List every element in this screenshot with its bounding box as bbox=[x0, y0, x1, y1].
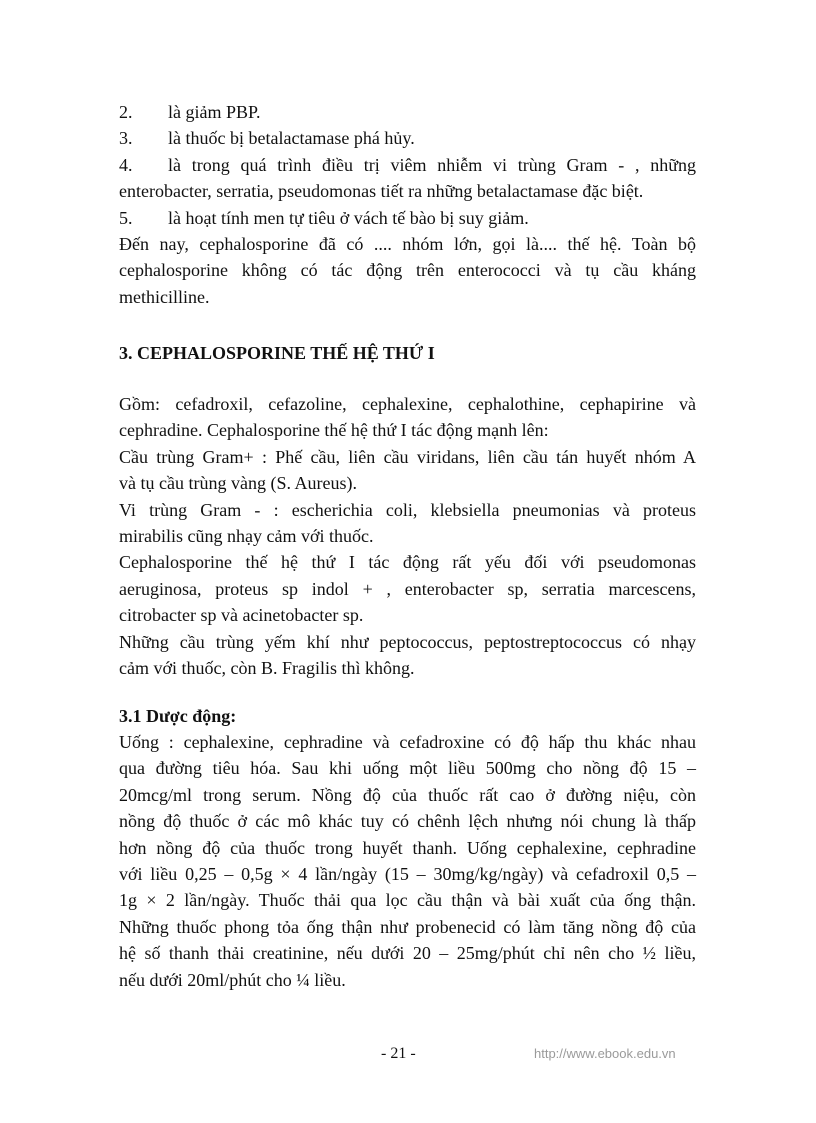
subsection-heading: 3.1 Dược động: bbox=[119, 706, 237, 726]
paragraph-line: Vi trùng Gram - : escherichia coli, klebsiella pneumonias và proteus bbox=[119, 499, 696, 520]
list-item-text: là thuốc bị betalactamase phá hủy. bbox=[168, 128, 415, 149]
paragraph-line: Đến nay, cephalosporine đã có .... nhóm lớn, gọi là.... thế hệ. Toàn bộ bbox=[119, 234, 696, 255]
list-item-continuation: enterobacter, serratia, pseudomonas tiết ra những betalactamase đặc biệt. bbox=[119, 181, 644, 202]
paragraph-line: và tụ cầu trùng vàng (S. Aureus). bbox=[119, 473, 357, 494]
list-item-number: 3. bbox=[119, 128, 133, 149]
footer-url: http://www.ebook.edu.vn bbox=[534, 1046, 676, 1061]
paragraph-line: nếu dưới 20ml/phút cho ¼ liều. bbox=[119, 969, 346, 990]
paragraph-line: Uống : cephalexine, cephradine và cefadroxine có độ hấp thu khác nhau bbox=[119, 732, 696, 752]
list-item-text: là giảm PBP. bbox=[168, 102, 261, 122]
paragraph-line: mirabilis cũng nhạy cảm với thuốc. bbox=[119, 526, 374, 547]
paragraph-line: Gồm: cefadroxil, cefazoline, cephalexine, cephalothine, cephapirine và bbox=[119, 394, 696, 414]
paragraph-line: cảm với thuốc, còn B. Fragilis thì không. bbox=[119, 658, 415, 679]
paragraph-line: qua đường tiêu hóa. Sau khi uống một liều 500mg cho nồng độ 15 – bbox=[119, 758, 696, 779]
paragraph-line: Cầu trùng Gram+ : Phế cầu, liên cầu viridans, liên cầu tán huyết nhóm A bbox=[119, 446, 696, 467]
list-item bbox=[119, 205, 696, 231]
paragraph-line: citrobacter sp và acinetobacter sp. bbox=[119, 605, 364, 626]
paragraph-line: cephalosporine không có tác động trên enterococci và tụ cầu kháng bbox=[119, 260, 696, 281]
list-item bbox=[119, 152, 696, 178]
list-item-number: 4. bbox=[119, 154, 133, 175]
paragraph-line: hơn nồng độ của thuốc trong huyết thanh. Uống cephalexine, cephradine bbox=[119, 837, 696, 858]
list-item-number: 5. bbox=[119, 207, 133, 228]
list-item-number: 2. bbox=[119, 102, 133, 122]
page-number: - 21 - bbox=[381, 1045, 416, 1062]
paragraph-line: 20mcg/ml trong serum. Nồng độ của thuốc rất cao ở đường niệu, còn bbox=[119, 784, 696, 805]
paragraph-line: aeruginosa, proteus sp indol + , enterobacter sp, serratia marcescens, bbox=[119, 578, 696, 599]
numbered-list bbox=[119, 99, 696, 310]
list-item-text: là trong quá trình điều trị viêm nhiễm vi trùng Gram - , những bbox=[168, 154, 696, 175]
paragraph-line: 1g × 2 lần/ngày. Thuốc thải qua lọc cầu thận và bài xuất của ống thận. bbox=[119, 890, 696, 911]
paragraph-line: nồng độ thuốc ở các mô khác tuy có chênh lệch nhưng nói chung là thấp bbox=[119, 811, 696, 832]
section3-body bbox=[119, 391, 696, 681]
paragraph-line: methicilline. bbox=[119, 286, 210, 307]
paragraph-line: Cephalosporine thế hệ thứ I tác động rất yếu đối với pseudomonas bbox=[119, 552, 696, 573]
paragraph-line: Những cầu trùng yếm khí như peptococcus, peptostreptococcus có nhạy bbox=[119, 631, 696, 652]
paragraph-line: hệ số thanh thải creatinine, nếu dưới 20 – 25mg/phút chỉ nên cho ½ liều, bbox=[119, 943, 696, 964]
section31-body bbox=[119, 729, 696, 993]
section-heading: 3. CEPHALOSPORINE THẾ HỆ THỨ I bbox=[119, 343, 435, 363]
paragraph-line: cephradine. Cephalosporine thế hệ thứ I tác động mạnh lên: bbox=[119, 420, 549, 441]
list-item bbox=[119, 125, 696, 151]
list-item bbox=[119, 99, 696, 125]
list-item-text: là hoạt tính men tự tiêu ở vách tế bào bị suy giảm. bbox=[168, 207, 529, 228]
paragraph-line: với liều 0,25 – 0,5g × 4 lần/ngày (15 – 30mg/kg/ngày) và cefadroxil 0,5 – bbox=[119, 864, 696, 885]
paragraph-line: Những thuốc phong tỏa ống thận như probenecid có làm tăng nồng độ của bbox=[119, 916, 696, 937]
